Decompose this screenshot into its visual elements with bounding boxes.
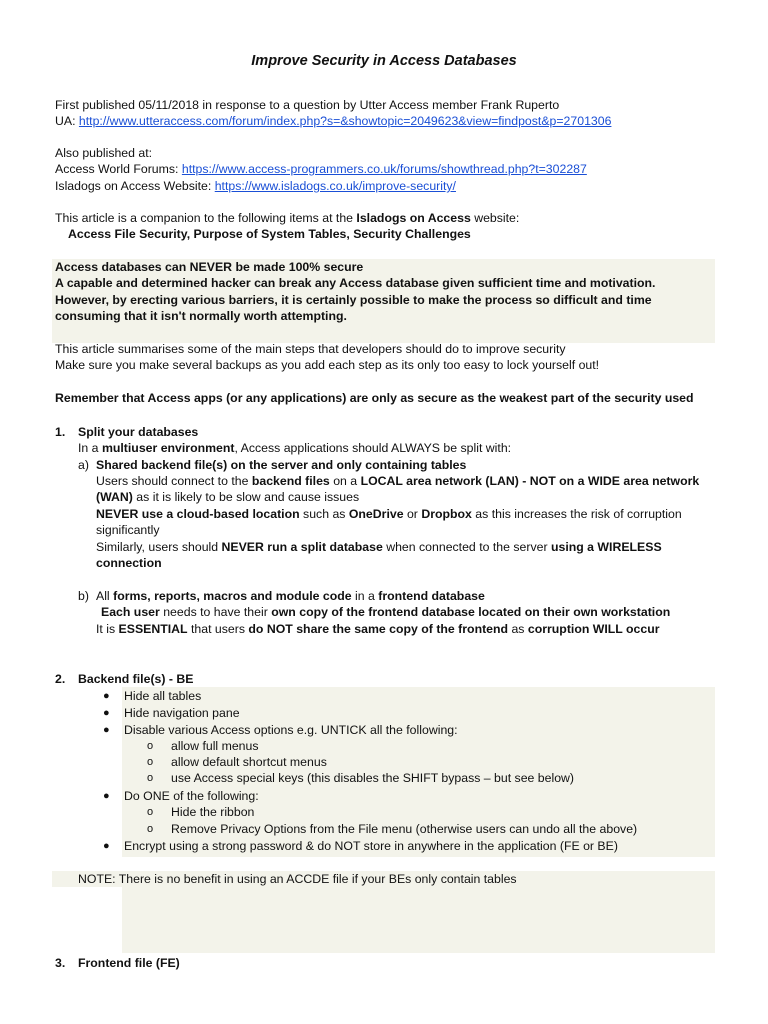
circle-bullet-icon: o xyxy=(147,823,154,835)
warning-line-3: However, by erecting various barriers, it is certainly possible to make the process so difficult and time xyxy=(55,293,652,307)
s1-a-line-1 xyxy=(96,473,699,489)
s1-intro-c: , Access applications should ALWAYS be split with: xyxy=(234,441,512,455)
s1-a-line-6: connection xyxy=(96,556,162,570)
s1-a3-c: OneDrive xyxy=(348,507,404,521)
s1-a-label: a) xyxy=(78,458,89,472)
summary-line-1: This article summarises some of the main steps that developers should do to improve security xyxy=(55,342,566,356)
companion-line xyxy=(55,210,519,226)
companion-site: Isladogs on Access xyxy=(356,211,471,225)
s1-b-d: frontend database xyxy=(378,589,485,603)
s1-a-line-5 xyxy=(96,539,662,555)
s1-b-label: b) xyxy=(78,589,89,603)
s1-intro-b: multiuser environment xyxy=(101,441,235,455)
awf-link[interactable]: https://www.access-programmers.co.uk/forums/showthread.php?t=302287 xyxy=(181,162,587,176)
s1-b1-c: own copy of the frontend database located on their own workstation xyxy=(271,605,671,619)
s1-b-a: All xyxy=(96,589,114,603)
warning-line-1: Access databases can NEVER be made 100% secure xyxy=(55,260,364,274)
awf-label: Access World Forums: xyxy=(55,162,182,176)
bullet-icon: ● xyxy=(103,790,110,802)
s1-a3-e: Dropbox xyxy=(421,507,472,521)
s1-a1-d: LOCAL area network (LAN) - NOT on a WIDE area network xyxy=(360,474,700,488)
s2-bullet-3-2: allow default shortcut menus xyxy=(171,755,327,769)
s1-b2-f: corruption WILL occur xyxy=(527,622,660,636)
s1-a1-c: on a xyxy=(329,474,361,488)
s2-bullet-4-2: Remove Privacy Options from the File menu (otherwise users can undo all the above) xyxy=(171,822,638,836)
s1-intro xyxy=(78,440,511,456)
published-line: First published 05/11/2018 in response to a question by Utter Access member Frank Ruperto xyxy=(55,98,560,112)
s1-a2-b: as it is likely to be slow and cause issues xyxy=(132,490,360,504)
s2-note-shade xyxy=(122,887,715,953)
s2-bullet-3-3: use Access special keys (this disables the SHIFT bypass – but see below) xyxy=(171,771,575,785)
s1-a1-b: backend files xyxy=(251,474,330,488)
s1-a5-c: when connected to the server xyxy=(382,540,551,554)
s1-a5-a: Similarly, users should xyxy=(96,540,222,554)
s1-a5-b: NEVER run a split database xyxy=(221,540,383,554)
s1-a1-a: Users should connect to the xyxy=(96,474,252,488)
remember-line: Remember that Access apps (or any applications) are only as secure as the weakest part of the security used xyxy=(55,391,694,405)
also-published-label: Also published at: xyxy=(55,146,153,160)
warning-line-4: consuming that it isn't normally worth attempting. xyxy=(55,309,347,323)
s1-b1-a: Each user xyxy=(101,605,160,619)
section-1-heading: Split your databases xyxy=(78,425,199,439)
page-title: Improve Security in Access Databases xyxy=(251,53,517,69)
s1-a3-d: or xyxy=(403,507,422,521)
s1-b2-e: as xyxy=(508,622,528,636)
s1-a-line-4: significantly xyxy=(96,523,160,537)
s2-bullet-4: Do ONE of the following: xyxy=(124,789,259,803)
circle-bullet-icon: o xyxy=(147,806,154,818)
warning-line-2: A capable and determined hacker can break any Access database given sufficient time and motivation. xyxy=(55,276,656,290)
companion-post: website: xyxy=(470,211,520,225)
s1-a3-b: such as xyxy=(299,507,349,521)
section-3-number: 3. xyxy=(55,956,66,970)
s1-b-line-2 xyxy=(96,621,660,637)
s2-bullet-3: Disable various Access options e.g. UNTICK all the following: xyxy=(124,723,458,737)
s1-a3-f: as this increases the risk of corruption xyxy=(471,507,682,521)
s1-b-b: forms, reports, macros and module code xyxy=(113,589,352,603)
isladogs-link[interactable]: https://www.isladogs.co.uk/improve-security/ xyxy=(214,179,456,193)
s2-bullet-3-1: allow full menus xyxy=(171,739,259,753)
bullet-icon: ● xyxy=(103,724,110,736)
s1-a-line-2 xyxy=(96,489,359,505)
section-2-number: 2. xyxy=(55,672,66,686)
s1-b1-b: needs to have their xyxy=(159,605,272,619)
summary-line-2: Make sure you make several backups as you add each step as its only too easy to lock yourself out! xyxy=(55,358,600,372)
isladogs-line xyxy=(55,178,456,194)
s1-b2-b: ESSENTIAL xyxy=(118,622,188,636)
s2-bullet-5: Encrypt using a strong password & do NOT store in anywhere in the application (FE or BE) xyxy=(124,839,618,853)
section-3-heading: Frontend file (FE) xyxy=(78,956,180,970)
ua-label: UA: xyxy=(55,114,79,128)
s1-a-line-3 xyxy=(96,506,682,522)
bullet-icon: ● xyxy=(103,707,110,719)
circle-bullet-icon: o xyxy=(147,740,154,752)
s1-intro-a: In a xyxy=(78,441,102,455)
s1-b-line-1 xyxy=(101,604,670,620)
circle-bullet-icon: o xyxy=(147,756,154,768)
s1-b2-d: do NOT share the same copy of the frontend xyxy=(248,622,509,636)
bullet-icon: ● xyxy=(103,840,110,852)
companion-pre: This article is a companion to the following items at the xyxy=(55,211,357,225)
s2-bullet-1: Hide all tables xyxy=(124,689,202,703)
bullet-icon: ● xyxy=(103,690,110,702)
ua-link[interactable]: http://www.utteraccess.com/forum/index.php?s=&showtopic=2049623&view=findpost&p=2701306 xyxy=(78,114,612,128)
awf-line xyxy=(55,161,587,177)
s2-bullet-2: Hide navigation pane xyxy=(124,706,240,720)
s1-a-text: Shared backend file(s) on the server and only containing tables xyxy=(96,458,467,472)
s1-b-c: in a xyxy=(351,589,379,603)
s2-note: NOTE: There is no benefit in using an ACCDE file if your BEs only contain tables xyxy=(78,872,517,886)
s2-bullet-4-1: Hide the ribbon xyxy=(171,805,255,819)
section-1-number: 1. xyxy=(55,425,66,439)
s1-a3-a: NEVER use a cloud-based location xyxy=(96,507,300,521)
ua-line xyxy=(55,113,611,129)
s1-a5-d: using a WIRELESS xyxy=(550,540,662,554)
s1-a2-a: (WAN) xyxy=(96,490,133,504)
section-2-heading: Backend file(s) - BE xyxy=(78,672,194,686)
isladogs-label: Isladogs on Access Website: xyxy=(55,179,215,193)
s1-b-line xyxy=(96,588,485,604)
s1-b2-c: that users xyxy=(187,622,249,636)
companion-items: Access File Security, Purpose of System Tables, Security Challenges xyxy=(68,227,471,241)
circle-bullet-icon: o xyxy=(147,772,154,784)
s1-b2-a: It is xyxy=(96,622,119,636)
